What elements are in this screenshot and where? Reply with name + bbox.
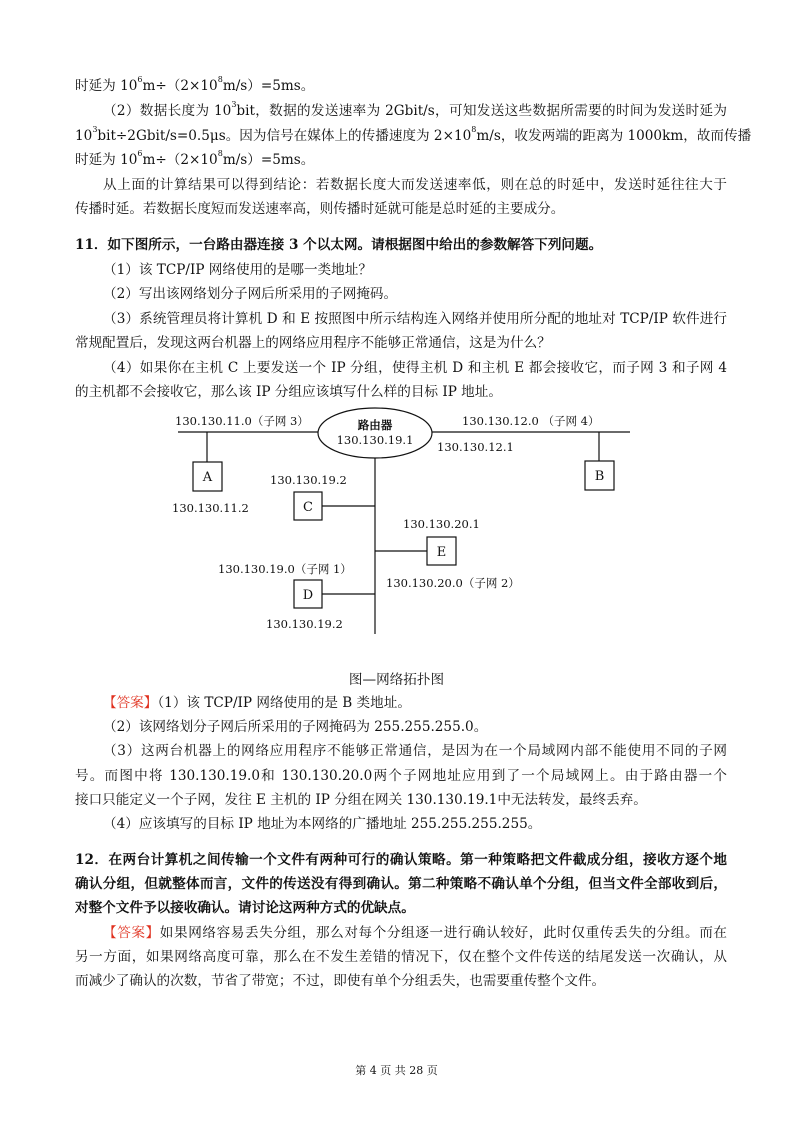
text-segment: （2）写出该网络划分子网后所采用的子网掩码。 <box>103 286 398 302</box>
text-segment: 12．在两台计算机之间传输一个文件有两种可行的确认策略。第一种策略把文件截成分组，接收方逐个地 <box>75 852 727 868</box>
superscript: 6 <box>137 75 143 84</box>
text-segment: 时延为 10 <box>75 78 138 94</box>
text-segment: 另一方面，如果网络高度可靠，那么在不发生差错的情况下，仅在整个文件传送的结尾发送一次确认，从 <box>75 949 727 965</box>
answer-label: 【答案】 <box>103 925 160 941</box>
figure-caption: 图—网络拓扑图 <box>348 672 445 688</box>
text-segment: 10 <box>75 128 93 144</box>
text-segment: （4）如果你在主机 C 上要发送一个 IP 分组，使得主机 D 和主机 E 都会接收它，而子网 3 和子网 4 <box>103 360 727 376</box>
text-segment: 传播时延。若数据长度短而发送速率高，则传播时延就可能是总时延的主要成分。 <box>75 201 565 217</box>
text-segment: 确认分组，但就整体而言，文件的传送没有得到确认。第二种策略不确认单个分组，但当文件全部收到后， <box>75 876 727 892</box>
host-e-ip: 130.130.20.1 <box>403 517 480 531</box>
superscript: 6 <box>137 149 143 158</box>
superscript: 8 <box>217 149 223 158</box>
text-segment: 号。而图中将 130.130.19.0和 130.130.20.0两个子网地址应用到了一个局域网上。由于路由器一个 <box>75 768 727 784</box>
text-segment: 从上面的计算结果可以得到结论：若数据长度大而发送速率低，则在总的时延中，发送时延往往大于 <box>103 177 727 193</box>
superscript: 8 <box>471 125 477 134</box>
host-a-label: A <box>202 470 213 485</box>
text-segment: 对整个文件予以接收确认。请讨论这两种方式的优缺点。 <box>75 900 415 916</box>
text-segment: m÷（2×10 <box>142 78 218 94</box>
text-segment: （1）该 TCP/IP 网络使用的是 B 类地址。 <box>157 695 411 711</box>
text-segment: （2）数据长度为 10 <box>103 103 232 119</box>
page-footer: 第 4 页 共 28 页 <box>355 1064 438 1077</box>
superscript: 8 <box>217 75 223 84</box>
host-a-ip: 130.130.11.2 <box>172 501 249 515</box>
text-segment: （3）这两台机器上的网络应用程序不能够正常通信，是因为在一个局域网内部不能使用不同的子网 <box>103 743 727 759</box>
text-segment: bit，数据的发送速率为 2Gbit/s，可知发送这些数据所需要的时间为发送时延为 <box>236 103 727 119</box>
router-label: 路由器 <box>357 418 393 432</box>
text-segment: 而减少了确认的次数，节省了带宽；不过，即使有单个分组丢失，也需要重传整个文件。 <box>75 973 606 989</box>
text-segment: m/s，收发两端的距离为 1000km，故而传播 <box>476 128 752 144</box>
router-port4-ip: 130.130.12.1 <box>437 440 514 454</box>
host-d-ip: 130.130.19.2 <box>266 617 343 631</box>
subnet2-label: 130.130.20.0（子网 2） <box>386 576 520 590</box>
superscript: 3 <box>92 125 98 134</box>
router-ip: 130.130.19.1 <box>336 433 414 447</box>
text-segment: 接口只能定义一个子网，发往 E 主机的 IP 分组在网关 130.130.19.1中无法转发，最终丢弃。 <box>75 792 647 808</box>
text-segment: 时延为 10 <box>75 152 138 168</box>
text-segment: 11．如下图所示，一台路由器连接 3 个以太网。请根据图中给出的参数解答下列问题。 <box>75 237 603 253</box>
text-segment: m/s）=5ms。 <box>222 78 315 94</box>
host-e-label: E <box>436 545 447 560</box>
host-c-ip: 130.130.19.2 <box>270 473 347 487</box>
text-segment: （1）该 TCP/IP 网络使用的是哪一类地址？ <box>103 262 372 278</box>
subnet1-label: 130.130.19.0（子网 1） <box>218 562 352 576</box>
text-segment: （2）该网络划分子网后所采用的子网掩码为 255.255.255.0。 <box>103 719 488 735</box>
host-c-label: C <box>303 500 313 515</box>
text-segment: m/s）=5ms。 <box>222 152 315 168</box>
text-segment: （4）应该填写的目标 IP 地址为本网络的广播地址 255.255.255.255。 <box>103 816 542 832</box>
text-segment: （3）系统管理员将计算机 D 和 E 按照图中所示结构连入网络并使用所分配的地址对 TCP/IP 软件进行 <box>103 311 727 327</box>
host-b-label: B <box>594 469 605 484</box>
text-segment: 常规配置后，发现这两台机器上的网络应用程序不能够正常通信，这是为什么？ <box>75 335 551 351</box>
superscript: 3 <box>231 100 237 109</box>
host-d-label: D <box>302 588 314 603</box>
text-segment: bit÷2Gbit/s=0.5μs。因为信号在媒体上的传播速度为 2×10 <box>97 128 472 144</box>
subnet4-label: 130.130.12.0 （子网 4） <box>462 414 600 428</box>
text-segment: m÷（2×10 <box>142 152 218 168</box>
text-segment: 的主机都不会接收它，那么该 IP 分组应该填写什么样的目标 IP 地址。 <box>75 384 502 400</box>
answer-label: 【答案】 <box>103 695 158 711</box>
subnet3-label: 130.130.11.0（子网 3） <box>175 414 309 428</box>
text-segment: 如果网络容易丢失分组，那么对每个分组逐一进行确认较好，此时仅重传丢失的分组。而在 <box>159 925 728 941</box>
